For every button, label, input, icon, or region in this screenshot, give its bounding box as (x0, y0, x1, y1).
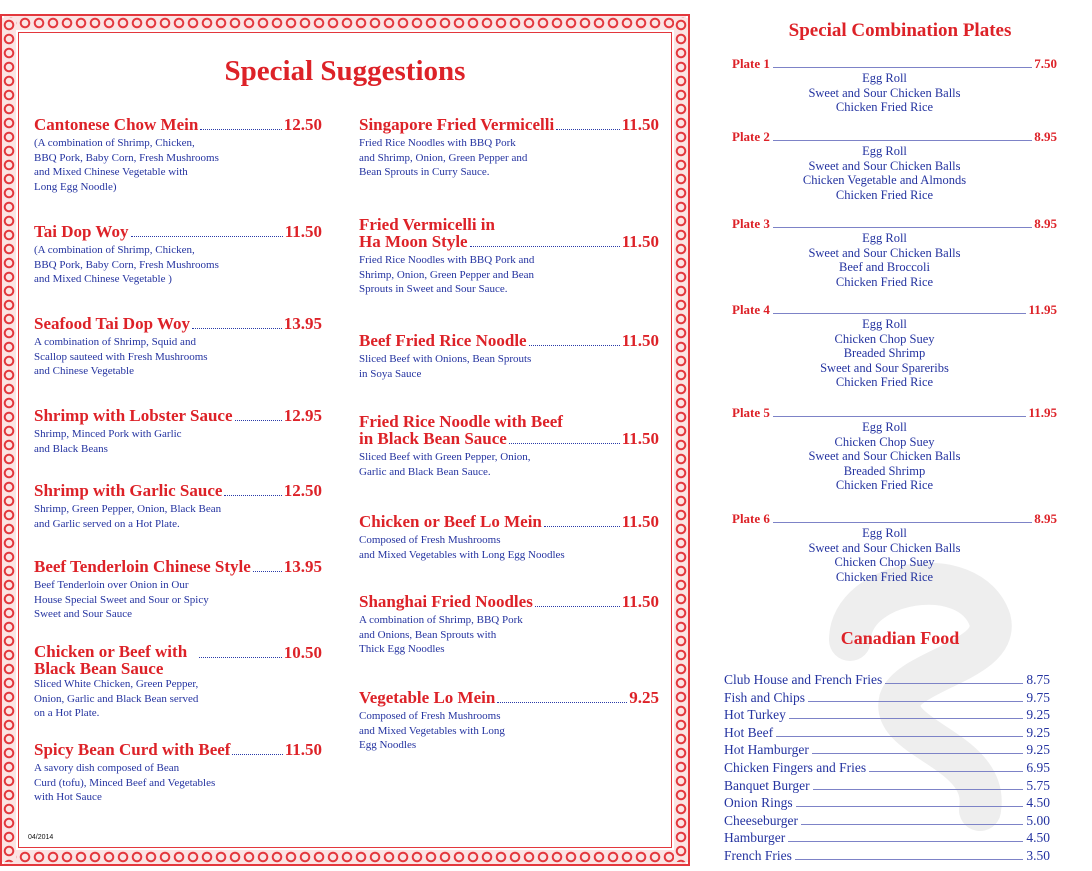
dish-header (34, 558, 322, 575)
plate-food: Chicken Fried Rice (835, 187, 934, 202)
border-pattern-top (4, 16, 686, 30)
dish-price: 12.95 (283, 406, 322, 425)
dish-description: A savory dish composed of Bean Curd (tofu), Minced Beef and Vegetables with Hot Sauce (34, 762, 216, 803)
dish-name: in Black Bean Sauce (359, 429, 507, 448)
food-price: 8.75 (1026, 672, 1050, 687)
leader-dots (556, 129, 620, 130)
dish-header (34, 315, 322, 332)
plate-food: Egg Roll (862, 71, 907, 85)
plate-food: Beef and Broccoli (839, 260, 930, 275)
leader-dots (470, 246, 620, 247)
dish-name: Vegetable Lo Mein (359, 688, 496, 707)
dish-price: 13.95 (283, 557, 322, 576)
plate-header (732, 406, 1057, 420)
dish-description: Sliced White Chicken, Green Pepper, Onion, Garlic and Black Bean served on a Hot Plate. (34, 678, 199, 719)
dish-price-row (197, 643, 322, 663)
dish-price: 11.50 (621, 331, 659, 350)
dish-item (359, 593, 659, 657)
dish-description: A combination of Shrimp, BBQ Pork and Onions, Bean Sprouts with Thick Egg Noodles (359, 614, 523, 655)
dish-header (34, 741, 322, 758)
plate-label: Plate 5 (732, 405, 770, 420)
leader-line (808, 701, 1023, 702)
dish-name-line1: Chicken or Beef with (34, 642, 188, 661)
list-item (724, 812, 1050, 830)
plate-food: Sweet and Sour Spareribs (820, 360, 949, 375)
dish-item (34, 741, 322, 805)
list-item (724, 777, 1050, 795)
leader-line (773, 313, 1027, 314)
dish-price: 11.50 (284, 740, 322, 759)
dish-name: Black Bean Sauce (34, 659, 164, 678)
leader-dots (131, 236, 283, 237)
canadian-food-list (724, 671, 1050, 865)
dish-description: Composed of Fresh Mushrooms and Mixed Vegetables with Long Egg Noodles (359, 534, 565, 561)
dish-description: (A combination of Shrimp, Chicken, BBQ Pork, Baby Corn, Fresh Mushrooms and Mixed Chinese Vegetable ) (34, 244, 219, 285)
plate-label: Plate 3 (732, 216, 770, 231)
dish-item (34, 558, 322, 622)
food-name: Hamburger (724, 830, 786, 846)
food-name: French Fries (724, 847, 792, 863)
dish-price: 9.25 (629, 688, 659, 707)
plate-food: Egg Roll (862, 420, 907, 434)
dish-price: 11.50 (621, 232, 659, 251)
dish-item (34, 116, 322, 194)
dish-name: Chicken or Beef Lo Mein (359, 512, 542, 531)
dish-name: Tai Dop Woy (34, 222, 129, 241)
dish-item (359, 216, 659, 297)
plate-food: Breaded Shrimp (843, 346, 926, 361)
food-price: 6.95 (1026, 759, 1050, 775)
border-pattern-right (674, 18, 688, 862)
plate-price: 11.95 (1028, 302, 1057, 317)
food-price: 4.50 (1026, 795, 1050, 811)
food-price: 3.50 (1026, 847, 1050, 863)
food-price: 5.75 (1026, 777, 1050, 793)
plate-contents (712, 317, 1057, 390)
dish-name: Spicy Bean Curd with Beef (34, 740, 231, 759)
dish-description: Fried Rice Noodles with BBQ Pork and Shrimp, Onion, Green Pepper and Bean Sprouts in Sweet and Sour Sauce. (359, 254, 535, 295)
dish-header (359, 689, 659, 706)
list-item (724, 847, 1050, 865)
dish-header (34, 407, 322, 424)
plate-contents (712, 231, 1057, 289)
leader-dots (544, 526, 620, 527)
plate-item (732, 303, 1057, 390)
list-item (724, 671, 1050, 689)
food-name: Hot Beef (724, 724, 774, 740)
print-date: 04/2014 (28, 834, 54, 841)
dish-name: Shanghai Fried Noodles (359, 592, 533, 611)
list-item (724, 829, 1050, 847)
dish-price: 11.50 (621, 429, 659, 448)
food-price: 9.75 (1026, 689, 1050, 705)
food-price: 9.25 (1026, 707, 1050, 723)
plate-price: 7.50 (1034, 56, 1057, 71)
plate-food: Chicken Fried Rice (835, 478, 934, 493)
dish-name: Beef Fried Rice Noodle (359, 331, 527, 350)
food-name: Fish and Chips (724, 689, 806, 705)
plate-header (732, 512, 1057, 526)
food-name: Hot Turkey (724, 707, 786, 723)
dish-item (359, 413, 659, 479)
dish-item (34, 223, 322, 287)
leader-dots (253, 571, 282, 572)
leader-line (773, 522, 1032, 523)
leader-dots (232, 754, 282, 755)
plate-label: Plate 4 (732, 302, 770, 317)
dish-price: 12.50 (283, 115, 322, 134)
dish-price: 10.50 (283, 643, 322, 662)
dish-name: Seafood Tai Dop Woy (34, 314, 191, 333)
plate-food: Egg Roll (862, 144, 907, 158)
dish-header (359, 513, 659, 530)
plate-food: Sweet and Sour Chicken Balls (808, 158, 961, 173)
dish-name-line1: Fried Vermicelli in (359, 215, 495, 234)
leader-dots (509, 443, 620, 444)
plate-item (732, 57, 1057, 115)
plate-header (732, 57, 1057, 71)
leader-line (885, 683, 1023, 684)
list-item (724, 741, 1050, 759)
border-pattern-bottom (4, 850, 686, 864)
dish-description: (A combination of Shrimp, Chicken, BBQ Pork, Baby Corn, Fresh Mushrooms and Mixed Chinese Vegetable with Long Egg Noodle) (34, 137, 219, 193)
plate-food: Chicken Chop Suey (834, 331, 935, 346)
food-name: Club House and French Fries (724, 672, 883, 687)
dish-header (34, 116, 322, 133)
list-item (724, 794, 1050, 812)
leader-line (796, 806, 1024, 807)
food-name: Onion Rings (724, 795, 793, 811)
plate-item (732, 406, 1057, 493)
dish-item (359, 689, 659, 753)
dish-item (34, 407, 322, 456)
food-name: Chicken Fingers and Fries (724, 759, 867, 775)
dish-price: 11.50 (621, 512, 659, 531)
leader-dots (235, 420, 282, 421)
dish-header (359, 332, 659, 349)
plate-header (732, 303, 1057, 317)
page-title: Special Suggestions (224, 55, 466, 87)
plate-food: Sweet and Sour Chicken Balls (808, 540, 961, 555)
plate-contents (712, 71, 1057, 115)
list-item (724, 689, 1050, 707)
dish-item (359, 116, 659, 180)
plate-label: Plate 1 (732, 56, 770, 71)
dish-header (359, 593, 659, 610)
plate-label: Plate 2 (732, 129, 770, 144)
leader-dots (497, 702, 627, 703)
dish-header (359, 430, 659, 447)
plate-price: 11.95 (1028, 405, 1057, 420)
plate-food: Egg Roll (862, 526, 907, 540)
dish-price: 12.50 (283, 481, 322, 500)
dish-price: 11.50 (621, 115, 659, 134)
leader-dots (200, 129, 281, 130)
dish-name: Shrimp with Garlic Sauce (34, 481, 223, 500)
border-pattern-left (2, 18, 16, 862)
dish-name-line1: Fried Rice Noodle with Beef (359, 412, 563, 431)
food-price: 4.50 (1026, 830, 1050, 846)
leader-line (789, 718, 1023, 719)
plate-contents (712, 144, 1057, 202)
list-item (724, 724, 1050, 742)
plate-header (732, 217, 1057, 231)
list-item (724, 706, 1050, 724)
combination-title: Special Combination Plates (788, 20, 1012, 41)
plate-label: Plate 6 (732, 511, 770, 526)
plate-item (732, 217, 1057, 289)
dish-description: Fried Rice Noodles with BBQ Pork and Shrimp, Onion, Green Pepper and Bean Sprouts in Curry Sauce. (359, 137, 528, 178)
dish-header (34, 223, 322, 240)
dish-name: Cantonese Chow Mein (34, 115, 199, 134)
plate-contents (712, 526, 1057, 584)
leader-dots (192, 328, 282, 329)
dish-item (359, 332, 659, 381)
dish-description: Beef Tenderloin over Onion in Our House Special Sweet and Sour or Spicy Sweet and Sour Sauce (34, 579, 209, 620)
plate-food: Chicken Chop Suey (834, 555, 935, 570)
plate-food: Chicken Fried Rice (835, 274, 934, 289)
dish-item (34, 482, 322, 531)
food-name: Hot Hamburger (724, 742, 809, 758)
leader-line (812, 753, 1024, 754)
dish-description: Shrimp, Minced Pork with Garlic and Black Beans (34, 428, 182, 455)
dish-description: Composed of Fresh Mushrooms and Mixed Vegetables with Long Egg Noodles (359, 710, 505, 751)
food-price: 9.25 (1026, 742, 1050, 758)
dish-description: Sliced Beef with Green Pepper, Onion, Garlic and Black Bean Sauce. (359, 451, 531, 478)
dish-name: Beef Tenderloin Chinese Style (34, 557, 251, 576)
dish-description: Sliced Beef with Onions, Bean Sprouts in Soya Sauce (359, 353, 532, 380)
leader-line (773, 67, 1032, 68)
leader-line (813, 789, 1024, 790)
dish-item (359, 513, 659, 562)
food-name: Banquet Burger (724, 777, 810, 793)
dish-price: 13.95 (283, 314, 322, 333)
dish-header (359, 233, 659, 250)
dish-name: Singapore Fried Vermicelli (359, 115, 555, 134)
plate-food: Chicken Fried Rice (835, 569, 934, 584)
food-price: 5.00 (1026, 812, 1050, 828)
dish-price: 11.50 (284, 222, 322, 241)
plate-food: Chicken Chop Suey (834, 434, 935, 449)
leader-line (869, 771, 1023, 772)
leader-dots (535, 606, 620, 607)
plate-header (732, 130, 1057, 144)
dish-header (359, 116, 659, 133)
dish-description: A combination of Shrimp, Squid and Scallop sauteed with Fresh Mushrooms and Chinese Vegetable (34, 336, 208, 377)
plate-food: Egg Roll (862, 317, 907, 331)
leader-dots (199, 657, 282, 658)
plate-food: Chicken Vegetable and Almonds (802, 173, 967, 188)
plate-food: Sweet and Sour Chicken Balls (808, 245, 961, 260)
leader-line (801, 824, 1023, 825)
list-item (724, 759, 1050, 777)
dish-description: Shrimp, Green Pepper, Onion, Black Bean and Garlic served on a Hot Plate. (34, 503, 222, 530)
plate-food: Chicken Fried Rice (835, 375, 934, 390)
canadian-title: Canadian Food (840, 628, 960, 648)
plate-food: Chicken Fried Rice (835, 100, 934, 115)
plate-item (732, 512, 1057, 584)
plate-food: Egg Roll (862, 231, 907, 245)
plate-food: Breaded Shrimp (843, 463, 926, 478)
plate-price: 8.95 (1034, 129, 1057, 144)
dish-name: Shrimp with Lobster Sauce (34, 406, 233, 425)
dish-name: Ha Moon Style (359, 232, 468, 251)
food-price: 9.25 (1026, 724, 1050, 740)
leader-line (773, 140, 1032, 141)
food-name: Cheeseburger (724, 812, 798, 828)
plate-food: Sweet and Sour Chicken Balls (808, 85, 961, 100)
leader-line (776, 736, 1023, 737)
plate-food: Sweet and Sour Chicken Balls (808, 449, 961, 464)
leader-line (773, 227, 1032, 228)
plate-price: 8.95 (1034, 511, 1057, 526)
leader-line (773, 416, 1027, 417)
dish-price: 11.50 (621, 592, 659, 611)
plate-contents (712, 420, 1057, 493)
dish-item (34, 315, 322, 379)
leader-dots (529, 345, 620, 346)
plate-item (732, 130, 1057, 202)
leader-line (795, 859, 1024, 860)
plate-price: 8.95 (1034, 216, 1057, 231)
leader-dots (224, 495, 281, 496)
dish-header (34, 482, 322, 499)
leader-line (788, 841, 1023, 842)
